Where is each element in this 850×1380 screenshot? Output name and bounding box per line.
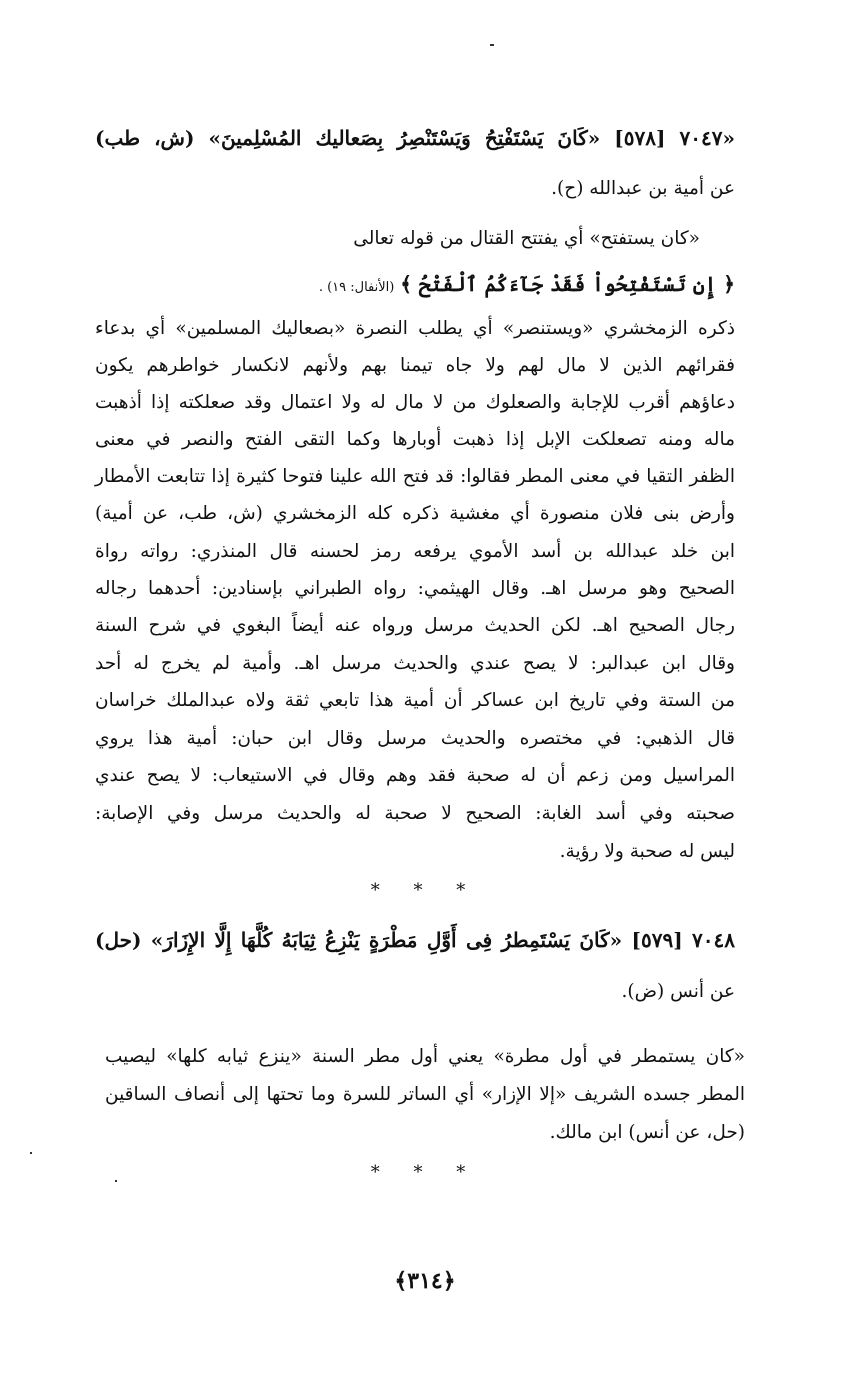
commentary-line: ابن خلد عبدالله بن أسد الأموي يرفعه رمز لحسنه قال المنذري: رواته رواة (95, 541, 735, 562)
commentary-line: الصحيح وهو مرسل اهـ. وقال الهيثمي: رواه الطبراني بإسنادين: أحدهما رجاله (95, 578, 735, 599)
commentary-line: المطر جسده الشريف «إلا الإزار» أي الساتر للسرة وما تحتها إلى أنصاف الساقين (105, 1084, 745, 1105)
scan-speck (490, 44, 494, 46)
commentary-line: ذكره الزمخشري «ويستنصر» أي يطلب النصرة «بصعاليك المسلمين» أي بدعاء (95, 318, 735, 339)
commentary-line: الظفر التقيا في معنى المطر فقالوا: قد فتح الله علينا فتوحا كثيرة إذا تتابعت الأمطار (95, 466, 735, 487)
commentary-line: دعاؤهم أقرب للإجابة والصعلوك من لا مال له ولا اعتمال وقد صعلكته إذا أذهبت (95, 392, 735, 413)
quran-reference: (الأنفال: ١٩) . (318, 280, 395, 295)
hadith-7047-heading: «٧٠٤٧ [٥٧٨] «كَانَ يَسْتَفْتِحُ وَيَسْتَنْصِرُ بِصَعاليك المُسْلِمينَ» (ش، طب) (95, 126, 735, 150)
section-separator: * * * (370, 1162, 480, 1183)
commentary-line: رجال الصحيح اهـ. لكن الحديث مرسل ورواه عنه أيضاً البغوي في شرح السنة (95, 615, 735, 636)
quran-verse-line (95, 274, 735, 296)
commentary-line: وقال ابن عبدالبر: لا يصح عندي والحديث مرسل اهـ. وأمية لم يخرج له أحد (95, 653, 735, 674)
commentary-line: ماله ومنه تصعلكت الإبل إذا ذهبت أوبارها وكما التقى الفتح والنصر في معنى (95, 429, 735, 450)
commentary-line: «كان يستفتح» أي يفتتح القتال من قوله تعالى (353, 228, 700, 249)
commentary-line: «كان يستمطر في أول مطرة» يعني أول مطر السنة «ينزع ثيابه كلها» ليصيب (105, 1046, 745, 1067)
commentary-line: المراسيل ومن زعم أن له صحبة فقد وهم وقال في الاستيعاب: لا يصح عندي (95, 765, 735, 786)
page-number: ﴿٣١٤﴾ (394, 1268, 456, 1294)
section-separator: * * * (370, 880, 480, 901)
quran-verse: ﴿ إِن تَسْتَفْتِحُواْ فَقَدْ جَآءَكُمُ ٱلْفَتْحُ ﴾ (400, 272, 735, 296)
commentary-line: (حل، عن أنس) ابن مالك. (549, 1122, 745, 1143)
commentary-line: صحبته وفي أسد الغابة: الصحيح لا صحبة له والحديث مرسل وفي الإصابة: (95, 803, 735, 824)
commentary-line: وأرض بنى فلان منصورة أي مغشية ذكره كله الزمخشري (ش، طب، عن أمية) (95, 503, 735, 524)
scan-speck (30, 1152, 32, 1154)
hadith-7048-heading: ٧٠٤٨ [٥٧٩] «كَانَ يَسْتَمِطرُ فِى أَوَّلِ مَطْرَةٍ يَنْزِعُ ثِيَابَهُ كُلَّهَا إِلَّا الإِزَارَ» (حل) (95, 928, 735, 952)
commentary-line: فقرائهم الذين لا مال لهم ولا جاه تيمنا بهم ولأنهم لانكسار خواطرهم يكون (95, 355, 735, 376)
commentary-line: ليس له صحبة ولا رؤية. (559, 841, 735, 862)
hadith-7048-source: عن أنس (ض). (621, 981, 735, 1002)
scan-speck (115, 1180, 117, 1182)
commentary-line: قال الذهبي: في مختصره والحديث مرسل وقال ابن حبان: أمية هذا يروي (95, 728, 735, 749)
commentary-line: من الستة وفي تاريخ ابن عساكر أن أمية هذا تابعي ثقة ولاه عبدالملك خراسان (95, 690, 735, 711)
hadith-7047-source: عن أمية بن عبدالله (ح). (551, 178, 735, 199)
